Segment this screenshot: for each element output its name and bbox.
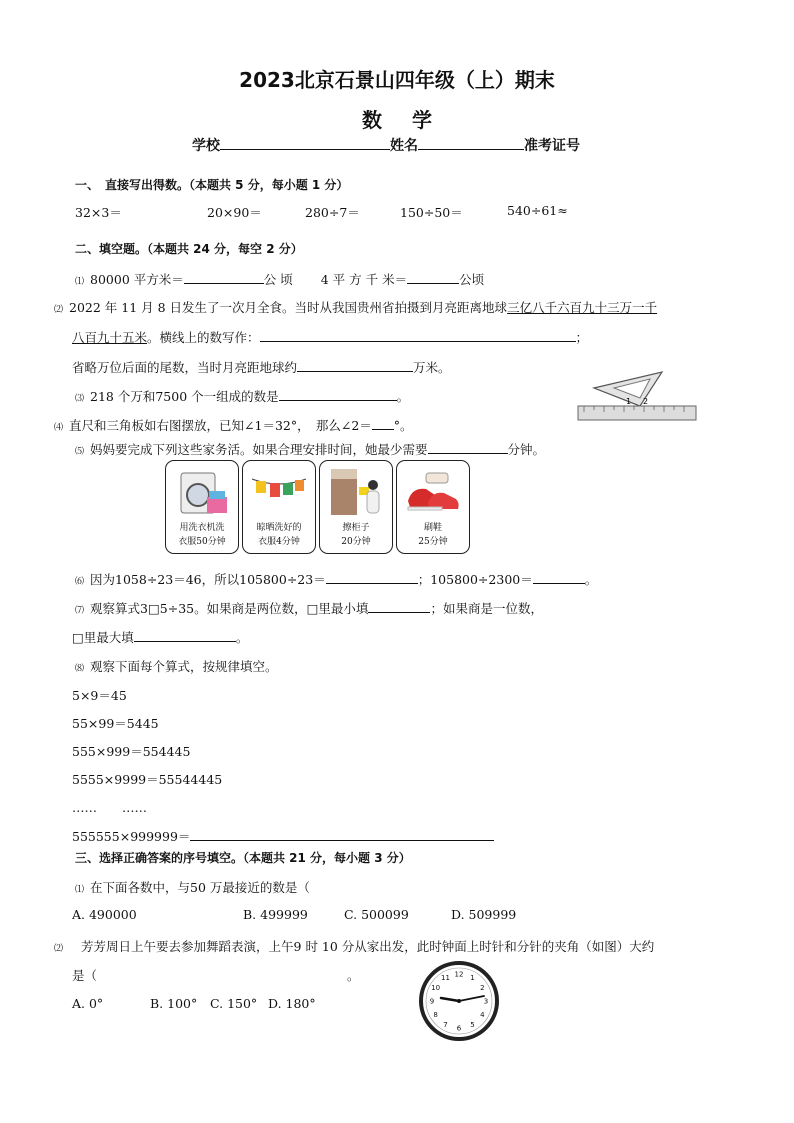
s3-q1: ⑴ 在下面各数中，与50 万最接近的数是（ (75, 880, 310, 895)
s2-q6: ⑹ 因为1058÷23＝46，所以105800÷23＝ ；105800÷2300＝ 。 (75, 569, 597, 588)
s2-q2-blank1[interactable] (260, 327, 576, 342)
s2-q1-blank1[interactable] (184, 269, 264, 284)
s2-q5: ⑸ 妈妈要完成下列这些家务活。如果合理安排时间，她最少需要 分钟。 (75, 439, 545, 458)
clock-numeral: 12 (454, 970, 464, 979)
pattern-line-1: 5×9＝45 (72, 688, 127, 703)
s2-q5-blank[interactable] (428, 439, 508, 454)
clock-numeral: 8 (433, 1011, 438, 1019)
angle-label-2: 2 (643, 397, 649, 406)
page-title: 2023北京石景山四年级（上）期末 (239, 68, 555, 92)
s2-q8: ⑻ 观察下面每个算式，按规律填空。 (75, 659, 278, 674)
s2-q8-blank[interactable] (190, 826, 494, 841)
name-field[interactable] (418, 135, 524, 150)
clock-numeral: 10 (431, 984, 441, 992)
clock-numeral: 5 (470, 1020, 475, 1029)
s2-q1-blank2[interactable] (407, 269, 459, 284)
school-label: 学校 (192, 138, 220, 154)
clock-numeral: 9 (429, 997, 435, 1006)
chore-card-cabinet: 擦柜子 20分钟 (319, 460, 393, 554)
s2-q3-blank[interactable] (279, 386, 397, 401)
s3-q2-option-c: C. 150° (210, 996, 258, 1011)
pattern-line-4: 5555×9999＝55544445 (72, 772, 223, 787)
s3-q2-option-a: A. 0° (72, 996, 104, 1011)
cleaning-cabinet-icon (327, 467, 385, 517)
s2-q4: ⑷ 直尺和三角板如右图摆放，已知∠1＝32°， 那么∠2＝ °。 (54, 415, 413, 434)
s1-item-2: 20×90＝ (207, 205, 262, 220)
s2-q1: ⑴ 80000 平方米＝ 公 顷 4 平 方 千 米＝ 公顷 (75, 269, 484, 288)
s2-q6-blank1[interactable] (326, 569, 418, 584)
student-info-row (192, 135, 580, 155)
s2-q2-blank2[interactable] (297, 357, 413, 372)
school-field[interactable] (220, 135, 390, 150)
pattern-line-2: 55×99＝5445 (72, 716, 159, 731)
s3-q1-option-d: D. 509999 (451, 907, 517, 922)
chore-card-shoes: 刷鞋 25分钟 (396, 460, 470, 554)
chore-card-washing: 用洗衣机洗 衣服50分钟 (165, 460, 239, 554)
s2-q7-line2: □里最大填 。 (72, 627, 248, 646)
clothesline-icon (250, 467, 308, 517)
clock-numeral: 3 (483, 997, 489, 1006)
subject-title: 数学 (362, 108, 462, 132)
s1-item-4: 150÷50＝ (400, 205, 463, 220)
s3-q1-option-b: B. 499999 (243, 907, 308, 922)
s2-q2-line3: 省略万位后面的尾数，当时月亮距地球约 万米。 (72, 357, 451, 376)
s1-item-3: 280÷7＝ (305, 205, 360, 220)
clock-numeral: 2 (480, 984, 485, 992)
s3-q2-option-b: B. 100° (150, 996, 198, 1011)
pattern-line-5: …… …… (72, 800, 148, 815)
s3-q2-line1: ⑵ 芳芳周日上午要去参加舞蹈表演，上午9 时 10 分从家出发，此时钟面上时针和分针的夹角（如图）大约 (54, 939, 655, 954)
shoe-brush-icon (404, 467, 462, 517)
s2-q3: ⑶ 218 个万和7500 个一组成的数是 。 (75, 386, 409, 405)
s3-q2-line2: 是（ 。 (72, 968, 360, 983)
s3-q1-option-c: C. 500099 (344, 907, 409, 922)
s2-q4-blank[interactable] (372, 415, 394, 430)
ruler-triangle-figure (574, 368, 700, 426)
pattern-line-3: 555×999＝554445 (72, 744, 191, 759)
s1-item-5: 540÷61≈ (507, 203, 568, 218)
s2-q7-blank2[interactable] (134, 627, 236, 642)
section3-heading: 三、选择正确答案的序号填空。（本题共 21 分，每小题 3 分） (75, 851, 411, 865)
section2-heading: 二、填空题。（本题共 24 分，每空 2 分） (75, 242, 303, 256)
s3-q1-option-a: A. 490000 (72, 907, 137, 922)
s3-q2-option-d: D. 180° (268, 996, 316, 1011)
clock-figure (418, 960, 500, 1042)
clock-numeral: 4 (480, 1011, 485, 1019)
clock-numeral: 1 (470, 974, 475, 983)
section1-heading: 一、 直接写出得数。（本题共 5 分，每小题 1 分） (75, 178, 349, 192)
washing-machine-icon (173, 467, 231, 517)
s2-q2-line1: ⑵ 2022 年 11 月 8 日发生了一次月全食。当时从我国贵州省拍摄到月亮距离地球三亿八千六百九十三万一千 (54, 300, 658, 315)
s2-q2-line2: 八百九十五米。横线上的数写作： ； (72, 327, 588, 346)
pattern-line-last: 555555×999999＝ (72, 826, 494, 845)
angle-label-1: 1 (626, 397, 632, 406)
s2-q6-blank2[interactable] (533, 569, 585, 584)
s2-q7-blank1[interactable] (368, 598, 430, 613)
chore-card-drying: 晾晒洗好的 衣服4分钟 (242, 460, 316, 554)
clock-numeral: 6 (456, 1024, 462, 1033)
clock-numeral: 11 (441, 974, 450, 983)
exam-id-label: 准考证号 (524, 138, 580, 154)
s1-item-1: 32×3＝ (75, 205, 122, 220)
clock-numeral: 7 (443, 1020, 448, 1029)
name-label: 姓名 (390, 138, 418, 154)
s2-q7-line1: ⑺ 观察算式3□5÷35。如果商是两位数，□里最小填 ；如果商是一位数， (75, 598, 543, 617)
